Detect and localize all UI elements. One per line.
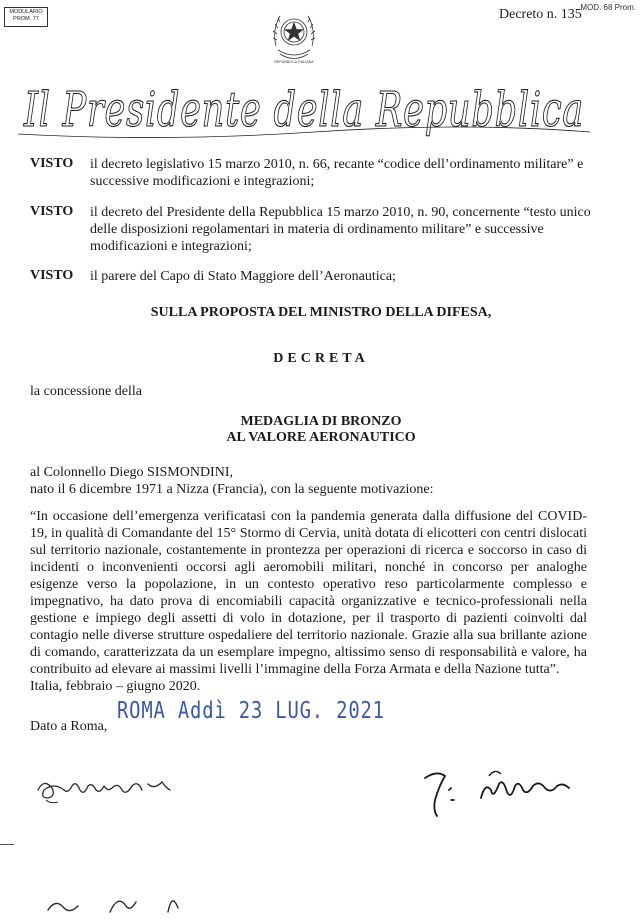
- visto-label-1: VISTO: [30, 156, 74, 171]
- dato-a-roma: Dato a Roma,: [30, 719, 108, 734]
- president-signature-image: [415, 760, 575, 820]
- header-title: [14, 68, 594, 150]
- visto-text-1: il decreto legislativo 15 marzo 2010, n. 66, recante “codice dell’ordinamento militare” e successive modificazioni e integrazioni;: [90, 157, 584, 189]
- modulario-line2: PROM. 77: [13, 16, 39, 22]
- italian-republic-emblem-icon: [268, 2, 320, 68]
- motivazione-text: “In occasione dell’emergenza verificatasi con la pandemia generata dalla diffusione del COVID-19, in qualità di Comandante del 15° Stormo di Cervia, unità dotata di elicotteri con centri dislocati sul territorio nazionale, costantemente in prontezza per operazioni di ricerca e soccorso in caso di incidenti o inconvenienti occorsi agli aeromobili militari, nonché in concorso per analoghe esigenze verso la popolazione, in un contesto operativo reso particolarmente complesso e impegnativo, ha dato prova di encomiabili capacità organizzative e tecnico-professionali nella gestione e impiego degli assetti di volo in dotazione, per il trasporto di pazienti coinvolti dal contagio nelle diverse strutture ospedaliere del territorio nazionale. Grazie alla sua brillante azione di comando, caratterizzata da un esemplare impegno, altissimo senso di responsabilità e valore, ha contribuito ad elevare ai massimi livelli l’immagine della Forza Armata e della Nazione tutta”.: [30, 509, 587, 677]
- proposta-heading: SULLA PROPOSTA DEL MINISTRO DELLA DIFESA,: [150, 305, 492, 320]
- place-period: Italia, febbraio – giugno 2020.: [30, 679, 201, 694]
- concessione-text: la concessione della: [30, 384, 142, 399]
- visto-label-2: VISTO: [30, 204, 74, 219]
- mod-reference: MOD. 68 Prom.: [580, 3, 636, 12]
- header-title-text: Il Presidente della Repubblica: [23, 82, 585, 138]
- modulario-box: [4, 7, 48, 27]
- margin-tick: [0, 844, 14, 845]
- decree-number: Decreto n. 135: [499, 7, 582, 22]
- countersignature-image: [30, 760, 180, 810]
- date-stamp: ROMA Addì 23 LUG. 2021: [117, 698, 385, 724]
- decreta-heading: DECRETA: [273, 351, 369, 366]
- visto-text-2: il decreto del Presidente della Repubblica 15 marzo 2010, n. 90, concernente “testo unico delle disposizioni regolamentari in materia di ordinamento militare” e successive modificazioni e integrazioni;: [90, 205, 591, 254]
- recipient-line2: nato il 6 dicembre 1971 a Nizza (Francia), con la seguente motivazione:: [30, 482, 434, 497]
- medal-line2: AL VALORE AERONAUTICO: [226, 430, 416, 445]
- modulario-line1: MODULARIO: [9, 9, 43, 15]
- visto-text-3: il parere del Capo di Stato Maggiore dell’Aeronautica;: [90, 269, 396, 284]
- emblem-text: REPUBBLICA ITALIANA: [274, 60, 314, 64]
- visto-label-3: VISTO: [30, 268, 74, 283]
- recipient-line1: al Colonnello Diego SISMONDINI,: [30, 465, 233, 480]
- motivazione-paragraph: [30, 508, 587, 695]
- medal-line1: MEDAGLIA DI BRONZO: [240, 414, 402, 429]
- bottom-signature-image: [40, 888, 190, 914]
